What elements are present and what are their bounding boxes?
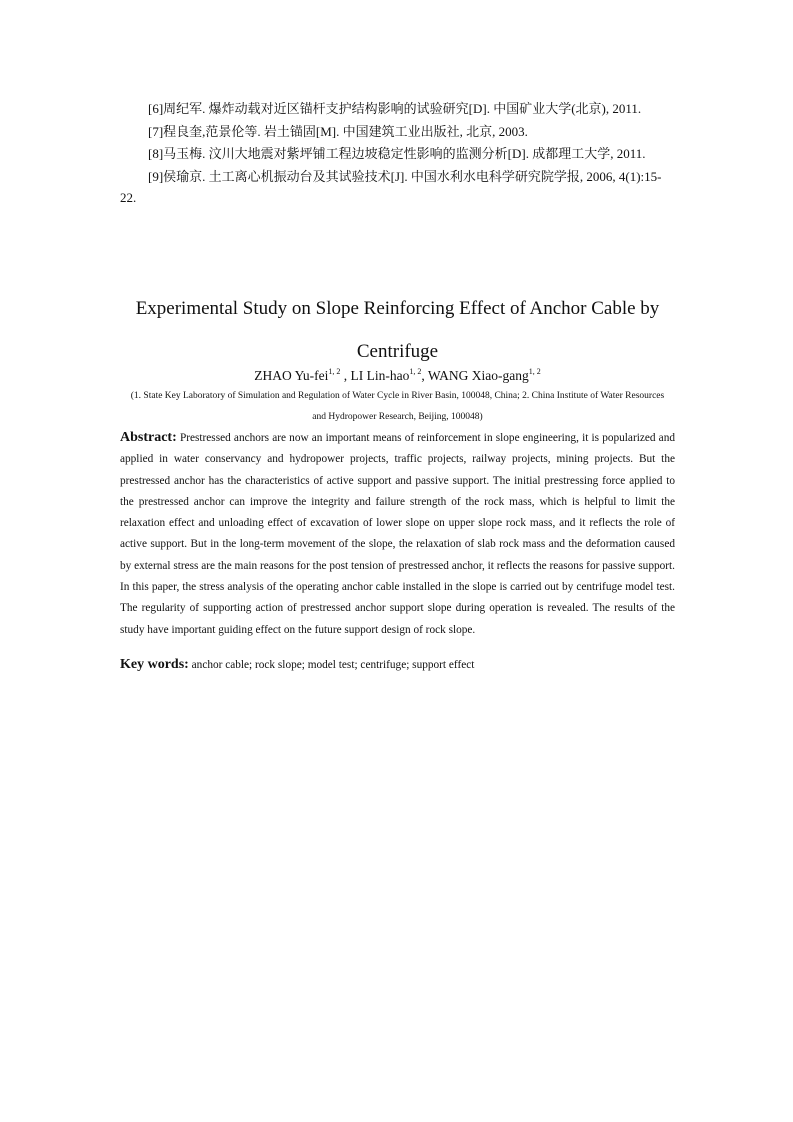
keywords-label: Key words: xyxy=(120,657,189,672)
author-name: WANG Xiao-gang xyxy=(427,368,529,383)
keywords-text: anchor cable; rock slope; model test; centrifuge; support effect xyxy=(191,659,475,671)
reference-item: [6]周纪军. 爆炸动载对近区锚杆支护结构影响的试验研究[D]. 中国矿业大学(北京), 2011. xyxy=(148,101,642,116)
author-name: ZHAO Yu-fei xyxy=(254,368,329,383)
reference-item: [8]马玉梅. 汶川大地震对紫坪铺工程边坡稳定性影响的监测分析[D]. 成都理工大学, 2011. xyxy=(148,146,646,161)
abstract-label: Abstract: xyxy=(120,430,177,445)
affiliation: (1. State Key Laboratory of Simulation and Regulation of Water Cycle in River Basin, 100048, China; 2. China Institute of Water Resources and Hydropower Research, Beijing, 100048) xyxy=(130,391,665,422)
keywords-line xyxy=(120,655,675,675)
author-affiliation-marker: 1, 2 xyxy=(528,367,541,376)
author-name: LI Lin-hao xyxy=(350,368,410,383)
author-affiliation-marker: 1, 2 xyxy=(409,367,422,376)
paper-title: Experimental Study on Slope Reinforcing Effect of Anchor Cable by Centrifuge xyxy=(135,298,660,362)
author-line xyxy=(100,362,695,386)
abstract-paragraph xyxy=(120,427,675,641)
author-separator: , xyxy=(340,368,351,383)
author-separator: , xyxy=(421,368,428,383)
reference-item: [9]侯瑜京. 土工离心机振动台及其试验技术[J]. 中国水利水电科学研究院学报, 2006, 4(1):15-22. xyxy=(120,168,662,205)
reference-list xyxy=(120,98,675,210)
author-affiliation-marker: 1, 2 xyxy=(328,367,341,376)
abstract-text: Prestressed anchors are now an important means of reinforcement in slope engineering, it is popularized and applied in water conservancy and hydropower projects, traffic projects, railway projects, mining projects. But the prestressed anchor has the characteristics of active support and passive support. The initial prestressing force applied to the prestressed anchor can improve the integrity and failure strength of the rock mass, which is helpful to limit the relaxation effect and unloading effect of excavation of lower slope on upper slope rock mass, and it reflects the role of active support. But in the long-term movement of the slope, the relaxation of slab rock mass and the deformation caused by external stress are the main reasons for the post tension of prestressed anchor, it reflects the reasons for passive support. In this paper, the stress analysis of the operating anchor cable installed in the slope is carried out by centrifuge model test. The regularity of supporting action of prestressed anchor support slope during operation is revealed. The results of the study have important guiding effect on the future support design of rock slope. xyxy=(120,432,675,636)
reference-item: [7]程良奎,范景伦等. 岩土锚固[M]. 中国建筑工业出版社, 北京, 2003. xyxy=(148,123,528,139)
